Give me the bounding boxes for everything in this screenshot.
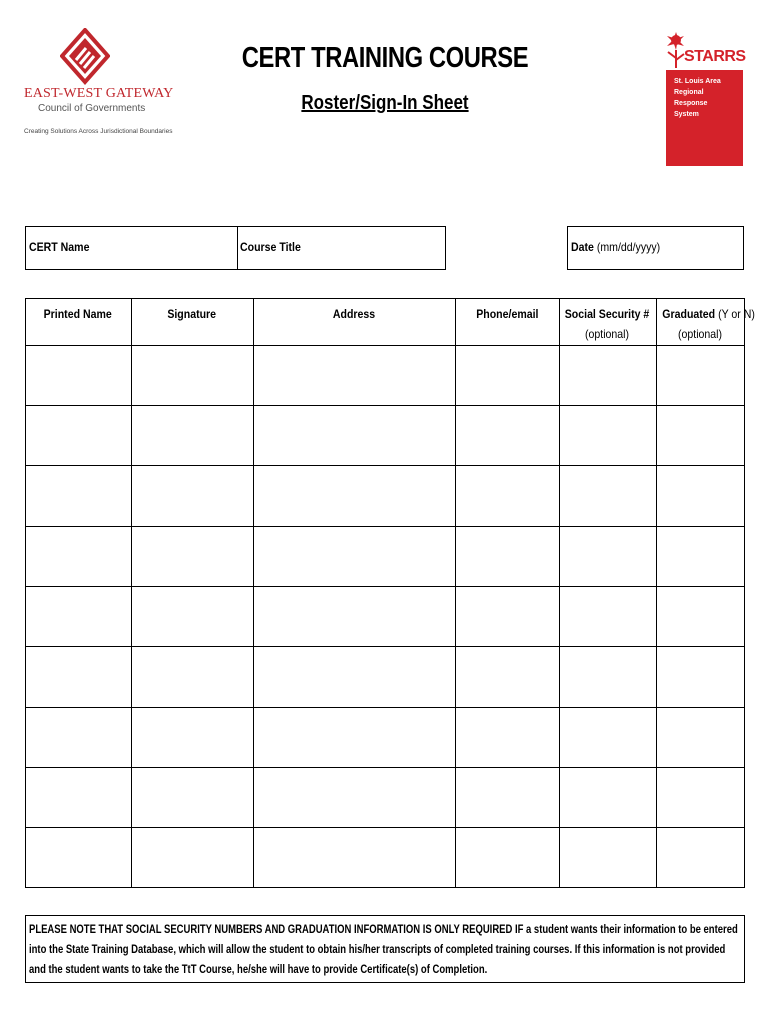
cert-name-label: CERT Name — [29, 240, 90, 254]
page-subtitle: Roster/Sign-In Sheet — [301, 92, 469, 114]
course-info-divider — [237, 226, 238, 270]
starrs-line-2: Regional — [674, 89, 704, 96]
column-header-graduated: Graduated (Y or N) (optional) — [662, 307, 755, 341]
column-header-ssn: Social Security # (optional) — [565, 307, 650, 341]
column-header-printed-name: Printed Name — [43, 307, 113, 321]
table-row[interactable] — [25, 527, 744, 586]
table-border-right — [744, 298, 745, 888]
column-header-signature: Signature — [167, 307, 217, 321]
table-row[interactable] — [25, 708, 744, 767]
table-border-bottom — [25, 887, 745, 888]
date-label: Date — [571, 240, 594, 254]
org-tagline: Creating Solutions Across Jurisdictional Boundaries — [24, 128, 173, 135]
starrs-name: STARRS — [684, 48, 746, 65]
starrs-line-3: Response — [674, 100, 708, 107]
table-row[interactable] — [25, 466, 744, 526]
org-name: EAST-WEST GATEWAY — [24, 86, 174, 101]
roster-table — [25, 298, 755, 888]
org-subtitle: Council of Governments — [38, 103, 146, 114]
course-title-field[interactable] — [240, 240, 301, 254]
starrs-logo — [662, 30, 746, 136]
table-border-top — [25, 298, 745, 299]
page-title: CERT TRAINING COURSE — [241, 42, 529, 74]
column-header-address: Address — [332, 307, 376, 321]
table-row[interactable] — [25, 346, 744, 405]
table-row[interactable] — [25, 647, 744, 707]
ssn-notice-box — [25, 915, 745, 983]
table-row[interactable] — [25, 768, 744, 827]
date-format-hint: (mm/dd/yyyy) — [596, 240, 661, 254]
table-row[interactable] — [25, 587, 744, 646]
table-row[interactable] — [25, 406, 744, 465]
cert-name-field[interactable] — [29, 240, 89, 254]
starrs-line-1: St. Louis Area — [674, 78, 721, 85]
starrs-red-panel — [666, 70, 743, 166]
column-header-phone-email: Phone/email — [475, 307, 539, 321]
table-row[interactable] — [25, 828, 744, 887]
ssn-notice-text: PLEASE NOTE THAT SOCIAL SECURITY NUMBERS AND GRADUATION INFORMATION IS ONLY REQUIRED IF a student wants their information to be entered into the State Training Database, which will allow the student to obtain his/her transcripts of completed training courses. If this information is not provided and the student wants to take the TtT Course, he/she will have to provide Certificate(s) of Completion. — [29, 922, 738, 976]
course-title-label: Course Title — [240, 240, 301, 254]
date-field[interactable] — [571, 240, 660, 254]
starrs-line-4: System — [674, 111, 699, 118]
